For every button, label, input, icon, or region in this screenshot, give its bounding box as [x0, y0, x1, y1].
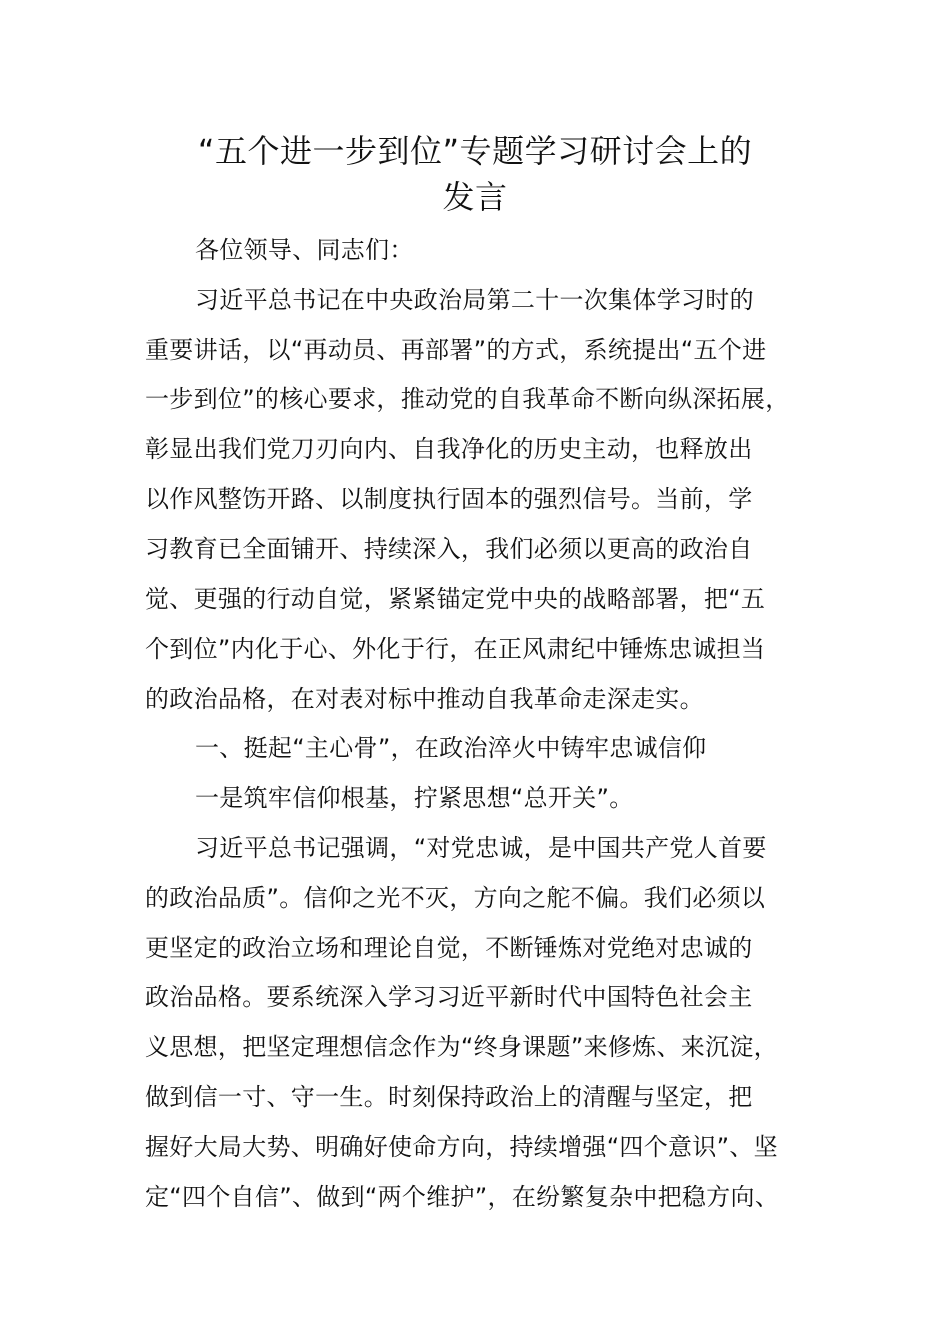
- paragraph-line: 个到位”内化于心、外化于行，在正风肃纪中锤炼忠诚担当: [145, 635, 766, 663]
- paragraph-line: 握好大局大势、明确好使命方向，持续增强“四个意识”、坚: [145, 1133, 778, 1161]
- paragraph-line: 习教育已全面铺开、持续深入，我们必须以更高的政治自: [145, 535, 753, 563]
- paragraph-line: 重要讲话，以“再动员、再部署”的方式，系统提出“五个进: [145, 336, 767, 364]
- paragraph-line: 习近平总书记在中央政治局第二十一次集体学习时的: [195, 286, 754, 314]
- paragraph-line: 以作风整饬开路、以制度执行固本的强烈信号。当前，学: [145, 485, 753, 513]
- salutation: 各位领导、同志们：: [195, 236, 414, 264]
- paragraph-line: 做到信一寸、守一生。时刻保持政治上的清醒与坚定，把: [145, 1083, 753, 1111]
- paragraph-line: 习近平总书记强调，“对党忠诚，是中国共产党人首要: [195, 834, 767, 862]
- section-heading: 一、挺起“主心骨”，在政治淬火中铸牢忠诚信仰: [195, 734, 707, 762]
- paragraph-line: 的政治品质”。信仰之光不灭，方向之舵不偏。我们必须以: [145, 884, 766, 912]
- title-line-1: “五个进一步到位”专题学习研讨会上的: [197, 132, 753, 170]
- paragraph-line: 一步到位”的核心要求，推动党的自我革命不断向纵深拓展，: [145, 385, 790, 413]
- paragraph-line: 政治品格。要系统深入学习习近平新时代中国特色社会主: [145, 983, 753, 1011]
- paragraph-line: 彰显出我们党刀刃向内、自我净化的历史主动，也释放出: [145, 435, 753, 463]
- title-line-2: 发言: [442, 178, 508, 216]
- paragraph-line: 定“四个自信”、做到“两个维护”，在纷繁复杂中把稳方向、: [145, 1183, 780, 1211]
- subsection-heading: 一是筑牢信仰根基，拧紧思想“总开关”。: [195, 784, 634, 812]
- paragraph-line: 更坚定的政治立场和理论自觉，不断锤炼对党绝对忠诚的: [145, 934, 753, 962]
- paragraph-line: 义思想，把坚定理想信念作为“终身课题”来修炼、来沉淀，: [145, 1033, 778, 1061]
- paragraph-line: 觉、更强的行动自觉，紧紧锚定党中央的战略部署，把“五: [145, 585, 766, 613]
- document-title: [140, 128, 810, 220]
- paragraph-line: 的政治品格，在对表对标中推动自我革命走深走实。: [145, 685, 704, 713]
